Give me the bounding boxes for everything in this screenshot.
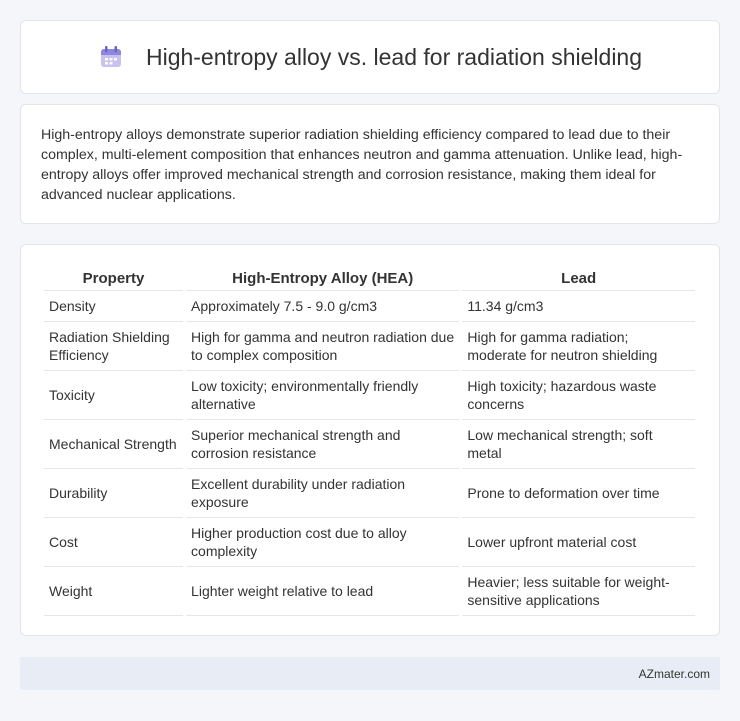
- hea-cell: Lighter weight relative to lead: [186, 567, 459, 616]
- lead-cell: Heavier; less suitable for weight-sensitive applications: [462, 567, 695, 616]
- table-row: [44, 567, 695, 616]
- hea-cell: Approximately 7.5 - 9.0 g/cm3: [186, 291, 459, 322]
- property-cell: Radiation Shielding Efficiency: [44, 322, 183, 371]
- property-cell: Weight: [44, 567, 183, 616]
- comparison-table-card: [20, 244, 720, 636]
- hea-cell: Excellent durability under radiation exposure: [186, 469, 459, 518]
- hea-cell: Low toxicity; environmentally friendly alternative: [186, 371, 459, 420]
- hea-cell: Higher production cost due to alloy complexity: [186, 518, 459, 567]
- property-cell: Durability: [44, 469, 183, 518]
- lead-cell: 11.34 g/cm3: [462, 291, 695, 322]
- property-cell: Density: [44, 291, 183, 322]
- header-property: Property: [44, 263, 183, 291]
- calendar-icon: [98, 44, 124, 70]
- hea-cell: High for gamma and neutron radiation due to complex composition: [186, 322, 459, 371]
- lead-cell: Lower upfront material cost: [462, 518, 695, 567]
- lead-cell: Prone to deformation over time: [462, 469, 695, 518]
- lead-cell: High toxicity; hazardous waste concerns: [462, 371, 695, 420]
- comparison-table: [41, 263, 698, 616]
- property-cell: Mechanical Strength: [44, 420, 183, 469]
- header-lead: Lead: [462, 263, 695, 291]
- lead-cell: High for gamma radiation; moderate for neutron shielding: [462, 322, 695, 371]
- table-row: [44, 322, 695, 371]
- table-header-row: [44, 263, 695, 291]
- property-cell: Cost: [44, 518, 183, 567]
- table-row: [44, 291, 695, 322]
- lead-cell: Low mechanical strength; soft metal: [462, 420, 695, 469]
- table-row: [44, 371, 695, 420]
- footer: [20, 657, 720, 690]
- table-row: [44, 469, 695, 518]
- summary-text: High-entropy alloys demonstrate superior radiation shielding efficiency compared to lead due to their complex, multi-element composition that enhances neutron and gamma attenuation. Unlike lead, high-entropy alloys offer improved mechanical strength and corrosion resistance, making them ideal for advanced nuclear applications.: [41, 127, 683, 203]
- summary-card: [20, 104, 720, 224]
- hea-cell: Superior mechanical strength and corrosion resistance: [186, 420, 459, 469]
- header-hea: High-Entropy Alloy (HEA): [186, 263, 459, 291]
- property-cell: Toxicity: [44, 371, 183, 420]
- footer-source-link[interactable]: AZmater.com: [638, 666, 710, 681]
- table-row: [44, 420, 695, 469]
- title-card: [20, 20, 720, 94]
- page-title: High-entropy alloy vs. lead for radiation shielding: [145, 43, 643, 70]
- table-row: [44, 518, 695, 567]
